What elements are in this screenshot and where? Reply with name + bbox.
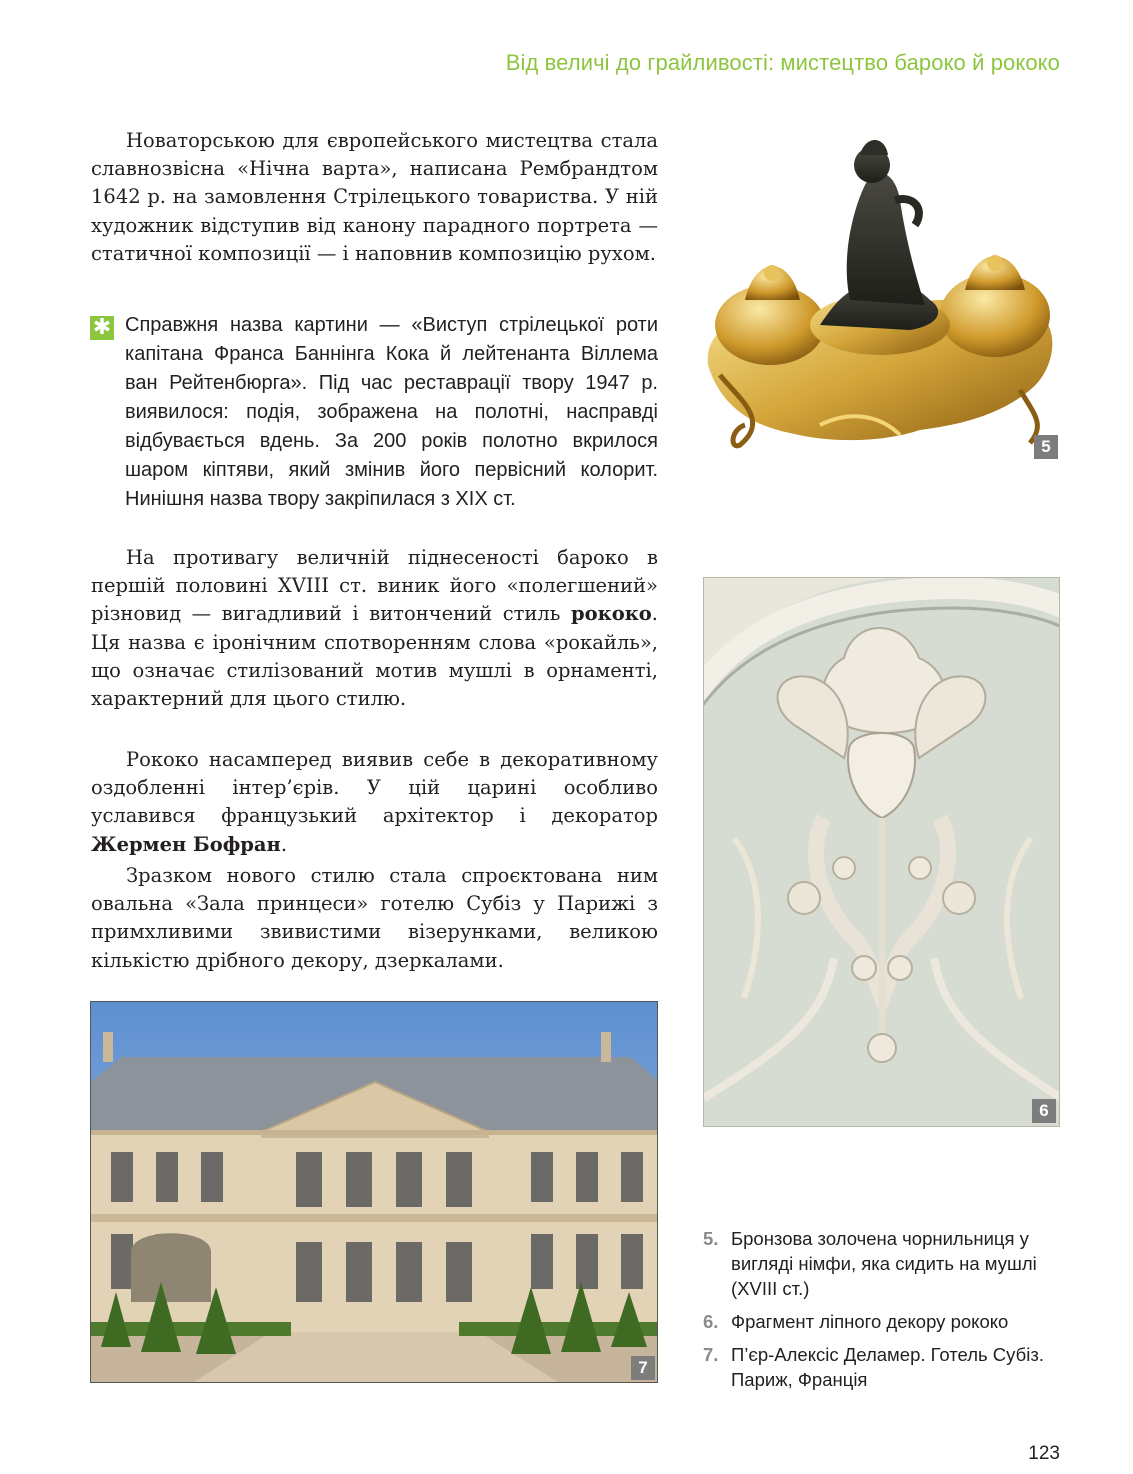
inkwell-illustration	[700, 125, 1062, 463]
paragraph-rococo-intro: На противагу величній піднесеності бароко в першій половині XVIII ст. виник його «полегшений» різновид — вигадливий і витончений стиль рококо. Ця назва є іронічним спотворенням слова «рокайль», що означає стилізований мотив мушлі в орнаменті, характерний для цього стилю.	[91, 546, 658, 711]
figure-5-badge: 5	[1034, 435, 1058, 459]
term-rococo: рококо	[570, 602, 652, 626]
paragraph-night-watch: Новаторською для європейського мистецтва стала славнозвісна «Нічна варта», написана Рембрандтом 1642 р. на замовлення Стрілецького товариства. У ній художник відступив від канону парадного портрета — статичної композиції — і наповнив композицію рухом.	[91, 129, 658, 265]
stucco-illustration	[704, 578, 1060, 1127]
note-text: Справжня назва картини — «Виступ стрілецької роти капітана Франса Баннінга Кока й лейтенанта Віллема ван Рейтенбюрга». Під час реставрації твору 1947 р. виявилося: подія, зображена на полотні, насправді відбувається вдень. За 200 років полотно вкрилося шаром кіптяви, який змінив його первісний колорит. Нинішня назва твору закріпилася з XIX ст.	[125, 314, 658, 510]
figure-inkwell	[700, 125, 1062, 463]
figure-7-badge: 7	[631, 1356, 655, 1380]
paragraph-soubise: Зразком нового стилю стала спроєктована ним овальна «Зала принцеси» готелю Субіз у Парижі з примхливими звивистими візерунками, великою кількістю дрібного декору, дзеркалами.	[91, 864, 658, 972]
asterisk-icon: ✱	[90, 316, 114, 340]
hotel-soubise-illustration	[91, 1002, 658, 1383]
caption-5: 5. Бронзова золочена чорнильниця у вигляді німфи, яка сидить на мушлі (XVIII ст.)	[703, 1228, 1037, 1299]
caption-7: 7. П’єр-Алексіс Деламер. Готель Субіз. Париж, Франція	[703, 1344, 1044, 1390]
figure-6-badge: 6	[1032, 1099, 1056, 1123]
page-number: 123	[1028, 1443, 1060, 1464]
caption-6: 6. Фрагмент ліпного декору рококо	[703, 1311, 1009, 1332]
figure-stucco	[703, 577, 1060, 1127]
running-header: Від величі до грайливості: мистецтво бароко й рококо	[505, 50, 1060, 75]
figure-captions	[703, 1226, 1083, 1400]
paragraph-boffrand: Рококо насамперед виявив себе в декоративному оздобленні інтер’єрів. У цій царині особливо уславився французький архітектор і декоратор Жермен Бофран.	[91, 748, 658, 856]
name-boffrand: Жермен Бофран	[91, 832, 281, 856]
figure-hotel-soubise	[90, 1001, 658, 1383]
